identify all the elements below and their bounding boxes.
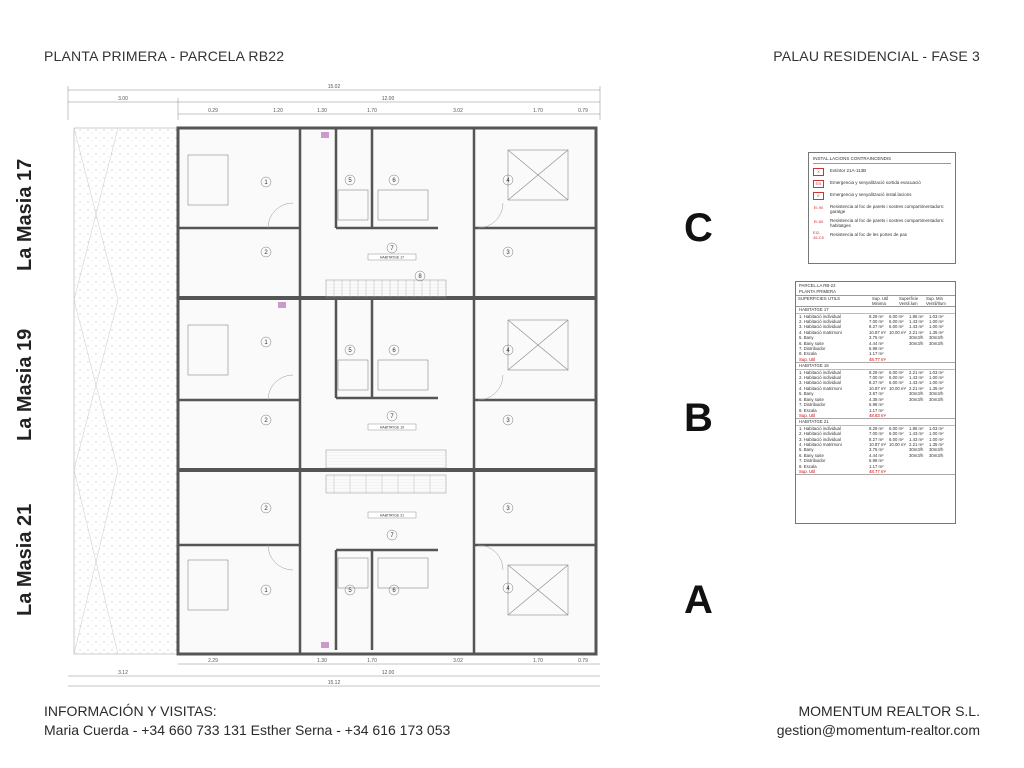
surface-total-cell: Sup. Util <box>799 356 816 362</box>
surface-cell: 7. Distribuidor <box>799 402 826 408</box>
fire-installations-legend <box>808 152 956 264</box>
surface-cell: 7. Distribuidor <box>799 458 826 464</box>
surface-total-row <box>796 413 955 418</box>
dim-top-e: 3.02 <box>453 108 463 114</box>
legend-text: Emergencia y senyalització instal.lacions <box>830 192 912 197</box>
surface-cell: 2. Habitació individual <box>799 431 841 437</box>
surface-cell: 1.00 m² <box>929 318 944 324</box>
surface-cell: 2.21 m² <box>909 385 924 391</box>
surface-cell: 30m3/h <box>929 340 944 346</box>
surface-cell: 5. Bany <box>799 335 814 341</box>
surface-cell: 1.35 m² <box>929 329 944 335</box>
surfaces-column-header <box>796 296 955 307</box>
surface-cell: 6.98 m² <box>869 345 884 351</box>
room-5-h17: 5 <box>348 178 352 184</box>
habitatge-title: HABITATGE 19 <box>796 363 955 370</box>
surface-cell: 30m3/h <box>909 396 924 402</box>
dim-top-b: 1.20 <box>273 108 283 114</box>
room-3-h19: 3 <box>506 418 510 424</box>
room-6-h19: 6 <box>392 348 396 354</box>
surface-cell: 1.43 m² <box>909 380 924 386</box>
legend-text: Resistencia al foc de parets i sostres compartimentadors: garatge <box>830 204 945 214</box>
surfaces-blocks <box>796 307 955 475</box>
dim-bot-c: 1.70 <box>367 658 377 664</box>
room-3-h17: 3 <box>506 250 510 256</box>
surface-total-cell: 48.83 m² <box>869 412 886 418</box>
dim-bot-e: 1.70 <box>533 658 543 664</box>
surface-cell: 30m3/h <box>929 447 944 453</box>
room-7-h17: 7 <box>390 246 394 252</box>
column-header: Superficie Ventil.lum <box>899 296 919 306</box>
surface-cell: 6.00 m² <box>889 431 904 437</box>
contact-info <box>44 702 450 740</box>
surface-cell: 1.03 m² <box>929 369 944 375</box>
room-1-h17: 1 <box>264 180 268 186</box>
surface-cell: 8.29 m² <box>869 425 884 431</box>
surface-cell: 1.17 m² <box>869 407 884 413</box>
legend-row <box>813 180 951 188</box>
surface-cell: 2. Habitació individual <box>799 318 841 324</box>
room-3-h21: 3 <box>506 506 510 512</box>
surface-total-cell: 48.77 m² <box>869 469 886 475</box>
room-2-h21: 2 <box>264 506 268 512</box>
surface-cell: 6.00 m² <box>889 436 904 442</box>
surface-cell: 8.27 m² <box>869 380 884 386</box>
surface-cell: 6. Bany suite <box>799 340 824 346</box>
contact-phones: Maria Cuerda - +34 660 733 131 Esther Serna - +34 616 173 053 <box>44 722 451 738</box>
emergency-install-icon: E <box>813 192 824 200</box>
surface-cell: 4.44 m² <box>869 340 884 346</box>
room-1-h21: 1 <box>264 588 268 594</box>
surface-cell: 30m3/h <box>929 452 944 458</box>
unit-label-17: HABITATGE 17 <box>379 255 405 260</box>
legend-row <box>813 218 951 228</box>
legend-row <box>813 192 951 200</box>
dim-bot-d: 3.02 <box>453 658 463 664</box>
side-label-masia-21: La Masia 21 <box>14 503 36 617</box>
surface-cell <box>929 464 949 469</box>
surface-total-cell: 48.77 m² <box>869 356 886 362</box>
room-6-h17: 6 <box>392 178 396 184</box>
surface-cell: 10.87 m² <box>869 385 886 391</box>
surface-cell: 30m3/h <box>929 391 944 397</box>
surface-cell <box>929 408 949 413</box>
surface-cell: 1.00 m² <box>929 436 944 442</box>
habitatge-title: HABITATGE 21 <box>796 419 955 426</box>
extinguisher-icon: X <box>813 168 824 176</box>
room-4-h21: 4 <box>506 586 510 592</box>
garden-strip <box>74 128 178 654</box>
surface-cell: 4.44 m² <box>869 452 884 458</box>
surface-cell: 8.29 m² <box>869 313 884 319</box>
surface-cell: 10.87 m² <box>869 329 886 335</box>
surface-cell: 3.75 m² <box>869 447 884 453</box>
surface-cell: 1.17 m² <box>869 351 884 357</box>
building-outline <box>178 128 596 654</box>
surface-cell: 10.87 m² <box>869 442 886 448</box>
surface-cell <box>929 351 949 356</box>
surface-cell: 8.27 m² <box>869 436 884 442</box>
surface-cell: 30m3/h <box>929 396 944 402</box>
dim-bot-garden: 3.12 <box>118 670 128 676</box>
dim-bot-a: 2.29 <box>208 658 218 664</box>
surface-cell <box>909 408 929 413</box>
surfaces-table <box>795 281 956 524</box>
side-label-masia-19: La Masia 19 <box>14 328 36 442</box>
info-title: INFORMACIÓN Y VISITAS: <box>44 703 217 719</box>
project-title: PALAU RESIDENCIAL - FASE 3 <box>773 48 980 64</box>
surface-cell: 30m3/h <box>909 447 924 453</box>
surface-cell: 6.00 m² <box>889 425 904 431</box>
dim-garden-top: 3.00 <box>118 96 128 102</box>
surface-cell: 4.38 m² <box>869 396 884 402</box>
surface-cell: 10.00 m² <box>889 442 906 448</box>
surface-cell: 1.00 m² <box>929 431 944 437</box>
habitatge-block <box>796 419 955 475</box>
surface-cell <box>909 351 929 356</box>
room-2-h19: 2 <box>264 418 268 424</box>
surface-cell: 1. Habitació individual <box>799 369 841 375</box>
surface-cell: 6.00 m² <box>889 318 904 324</box>
surface-cell: 6.98 m² <box>869 458 884 464</box>
emergency-exit-icon: E/S <box>813 180 824 188</box>
surface-cell: 5. Bany <box>799 391 814 397</box>
surface-cell: 6.00 m² <box>889 369 904 375</box>
surface-cell: 8. Escala <box>799 463 817 469</box>
dim-total-top: 15.02 <box>327 84 341 90</box>
surface-cell: 6.00 m² <box>889 380 904 386</box>
block-letter-b: B <box>684 396 713 440</box>
surface-cell: 8.27 m² <box>869 324 884 330</box>
legend-row <box>813 232 951 238</box>
unit-label-21: HABITATGE 21 <box>379 513 405 518</box>
top-dimension-lines <box>68 86 600 120</box>
dim-top-g: 0.79 <box>578 108 588 114</box>
dim-bot-total: 15.12 <box>327 680 341 686</box>
surface-total-row <box>796 357 955 362</box>
surface-cell: 1.86 m² <box>909 313 924 319</box>
company-email[interactable]: gestion@momentum-realtor.com <box>776 722 980 738</box>
surface-cell: 30m3/h <box>909 340 924 346</box>
surface-cell: 2.21 m² <box>909 369 924 375</box>
surface-cell: 6.00 m² <box>889 313 904 319</box>
column-header: Sup. Util Minima <box>872 296 889 306</box>
block-letter-a: A <box>684 578 713 622</box>
room-4-h19: 4 <box>506 348 510 354</box>
surface-cell: 8. Escala <box>799 407 817 413</box>
surface-cell: 10.00 m² <box>889 329 906 335</box>
surface-cell: 1.35 m² <box>929 442 944 448</box>
surface-cell: 1.03 m² <box>929 425 944 431</box>
fire-resistance-homes-icon: EI-60 <box>813 218 824 224</box>
room-5-h21: 5 <box>348 588 352 594</box>
surface-cell: 1.43 m² <box>909 324 924 330</box>
surface-cell: 1.17 m² <box>869 463 884 469</box>
legend-text: Resistencia al foc de parets i sostres compartimentadors: habitatges <box>830 218 945 228</box>
surfaces-title <box>796 282 955 296</box>
dim-house-top: 12.00 <box>381 96 395 102</box>
company-name: MOMENTUM REALTOR S.L. <box>798 703 980 719</box>
surface-cell: 7. Distribuidor <box>799 345 826 351</box>
surface-cell: 4. Habitació matrimoni <box>799 442 842 448</box>
surface-cell: 30m3/h <box>909 391 924 397</box>
fire-resistance-garage-icon: EI-90 <box>813 204 824 210</box>
dim-bot-f: 0.79 <box>578 658 588 664</box>
legend-row <box>813 204 951 214</box>
dim-bot-house: 12.00 <box>381 670 395 676</box>
column-header: SUPERFICIES UTILS <box>798 296 841 301</box>
surface-cell: 1.35 m² <box>929 385 944 391</box>
surface-cell: 1.00 m² <box>929 375 944 381</box>
surface-cell: 1.86 m² <box>909 425 924 431</box>
surface-cell: 2.21 m² <box>909 329 924 335</box>
surface-cell: 6.00 m² <box>889 375 904 381</box>
surface-cell: 6. Bany suite <box>799 452 824 458</box>
legend-text: Resistencia al foc de les portes de pas <box>830 232 908 237</box>
room-8-h17: 8 <box>418 274 422 280</box>
surface-cell <box>889 464 909 469</box>
surface-cell: 30m3/h <box>909 452 924 458</box>
dim-top-f: 1.70 <box>533 108 543 114</box>
surface-cell: 3.75 m² <box>869 335 884 341</box>
surface-cell <box>889 408 909 413</box>
room-2-h17: 2 <box>264 250 268 256</box>
surface-cell: 6. Bany suite <box>799 396 824 402</box>
surface-cell: 3.87 m² <box>869 391 884 397</box>
surface-cell: 30m3/h <box>909 335 924 341</box>
surface-cell: 1.43 m² <box>909 431 924 437</box>
surface-cell: 7.00 m² <box>869 375 884 381</box>
surface-cell: 2.21 m² <box>909 442 924 448</box>
surface-cell: 1.43 m² <box>909 375 924 381</box>
surface-cell: 1.00 m² <box>929 380 944 386</box>
surface-cell: 1. Habitació individual <box>799 313 841 319</box>
surface-cell: 1.00 m² <box>929 324 944 330</box>
surface-cell: 4. Habitació matrimoni <box>799 329 842 335</box>
habitatge-title: HABITATGE 17 <box>796 307 955 314</box>
legend-text: Emergencia y senyalització sortida evacuació <box>830 180 921 185</box>
surface-cell: 8. Escala <box>799 351 817 357</box>
surface-cell: 1. Habitació individual <box>799 425 841 431</box>
surface-cell: 3. Habitació individual <box>799 380 841 386</box>
surface-cell: 4. Habitació matrimoni <box>799 385 842 391</box>
surface-cell: 7.00 m² <box>869 318 884 324</box>
surface-cell: 1.43 m² <box>909 436 924 442</box>
legend-title: INSTAL.LACIONS CONTRAINCENDIS <box>813 156 951 164</box>
surface-cell: 3. Habitació individual <box>799 436 841 442</box>
floor-plan <box>38 80 640 692</box>
surface-cell: 1.43 m² <box>909 318 924 324</box>
surface-cell: 1.03 m² <box>929 313 944 319</box>
surfaces-title-line: PARCEL.LA RB-22 <box>799 283 836 288</box>
room-7-h19: 7 <box>390 414 394 420</box>
habitatge-block <box>796 363 955 419</box>
dim-bot-b: 1.30 <box>317 658 327 664</box>
dim-top-a: 0.29 <box>208 108 218 114</box>
dim-top-c: 1.30 <box>317 108 327 114</box>
room-7-h21: 7 <box>390 533 394 539</box>
room-6-h21: 6 <box>392 588 396 594</box>
column-header: Sup. Min Ventil/Ilum <box>926 296 946 306</box>
legend-row <box>813 168 951 176</box>
habitatge-block <box>796 307 955 363</box>
surface-total-row <box>796 469 955 474</box>
surface-cell: 6.00 m² <box>889 324 904 330</box>
unit-label-19: HABITATGE 19 <box>379 425 405 430</box>
plan-title: PLANTA PRIMERA - PARCELA RB22 <box>44 48 285 64</box>
room-5-h19: 5 <box>348 348 352 354</box>
surface-total-cell: Sup. Util <box>799 412 816 418</box>
dim-top-d: 1.70 <box>367 108 377 114</box>
room-4-h17: 4 <box>506 178 510 184</box>
surface-cell: 10.00 m² <box>889 385 906 391</box>
side-label-masia-17: La Masia 17 <box>14 158 36 272</box>
surface-cell <box>909 464 929 469</box>
surfaces-title-line: PLANTA PRIMERA <box>799 288 836 294</box>
room-1-h19: 1 <box>264 340 268 346</box>
surface-cell: 8.29 m² <box>869 369 884 375</box>
company-info <box>777 702 980 740</box>
surface-cell: 30m3/h <box>929 335 944 341</box>
legend-text: Extintor 21A-113B <box>830 168 867 173</box>
surface-cell: 3. Habitació individual <box>799 324 841 330</box>
block-letter-c: C <box>684 206 713 250</box>
fire-resistance-doors-icon: EI2-45-C5 <box>813 230 824 240</box>
surface-cell: 5. Bany <box>799 447 814 453</box>
surface-cell: 7.00 m² <box>869 431 884 437</box>
surface-cell <box>889 351 909 356</box>
surface-cell: 2. Habitació individual <box>799 375 841 381</box>
surface-cell: 6.98 m² <box>869 402 884 408</box>
surface-total-cell: Sup. Util <box>799 469 816 475</box>
